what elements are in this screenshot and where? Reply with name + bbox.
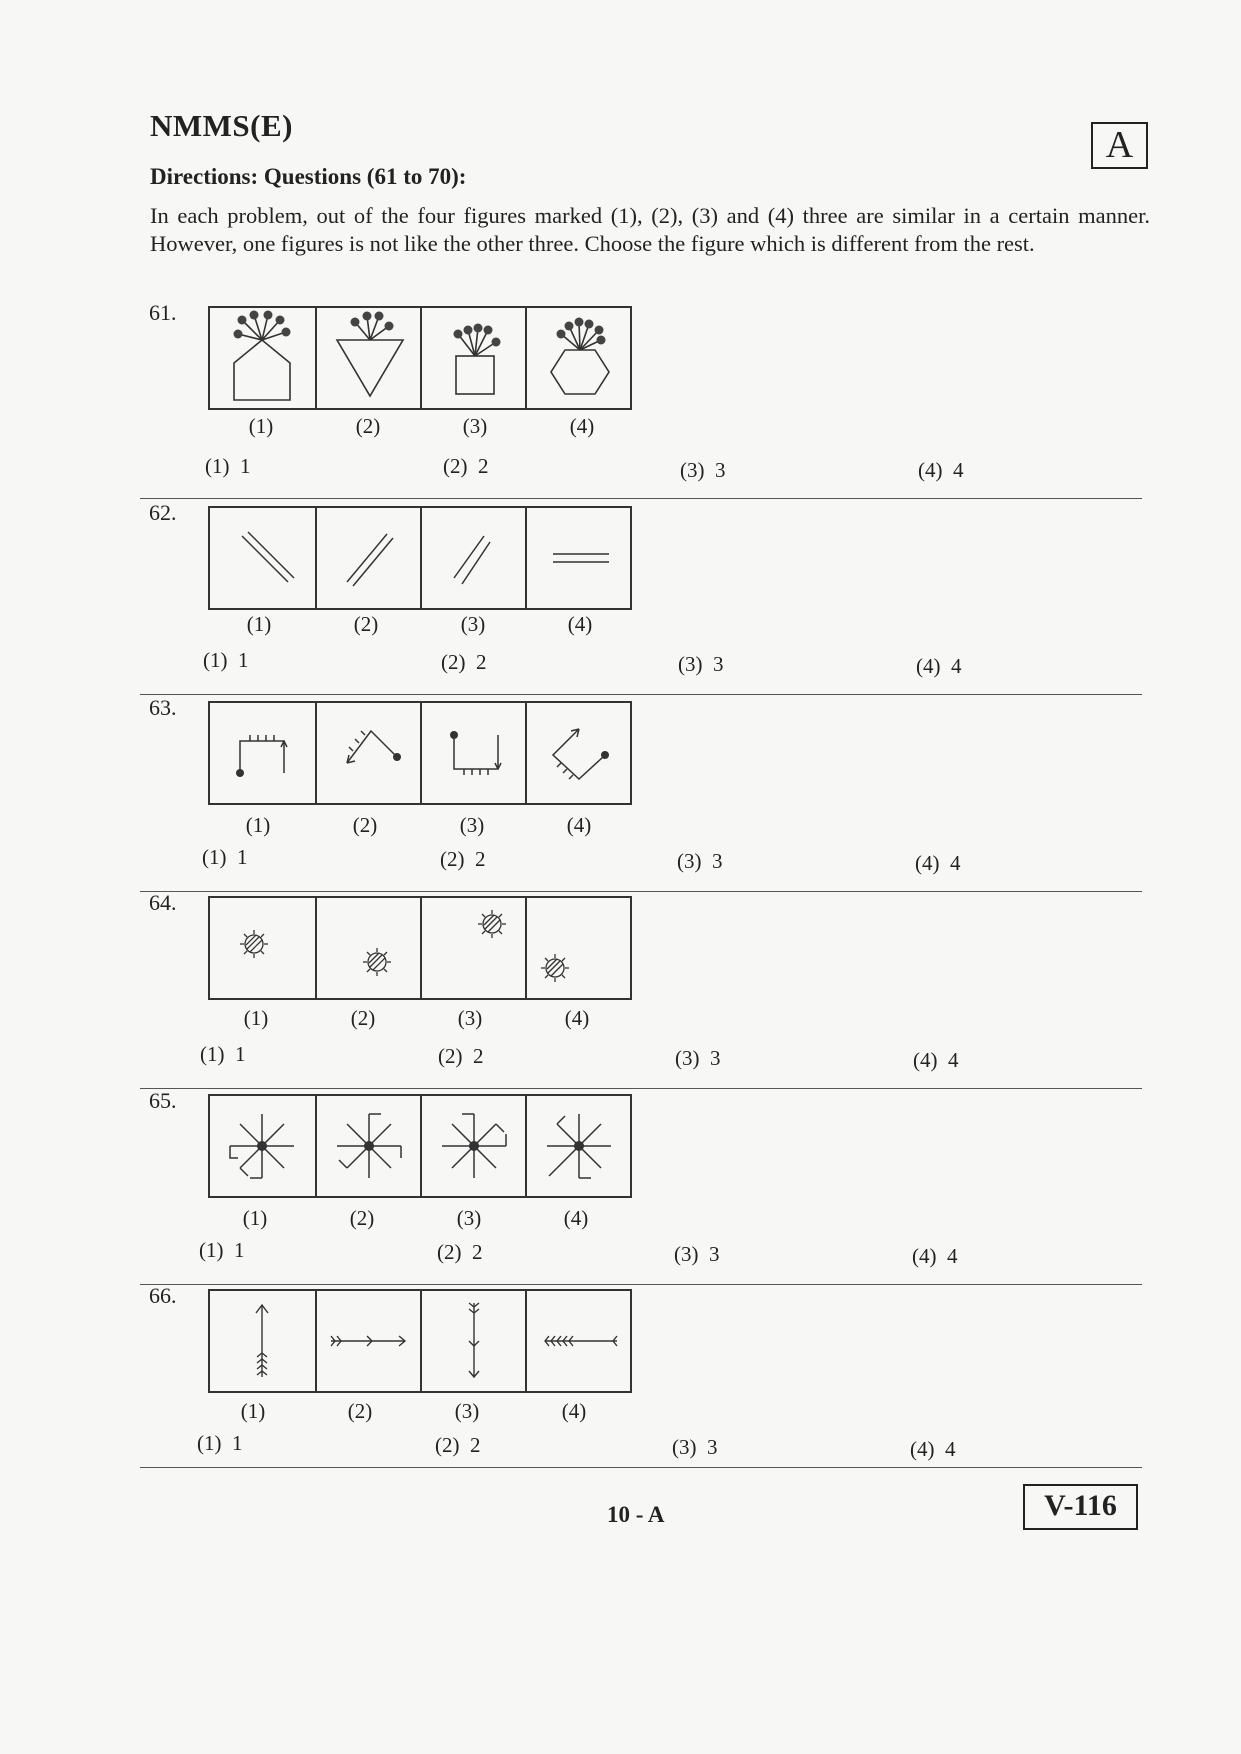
- bracket-arrow-icon: [315, 703, 420, 803]
- figure-row: [208, 1289, 632, 1393]
- option-2[interactable]: (2) 2: [435, 1433, 481, 1457]
- question-number: 66.: [149, 1283, 177, 1308]
- figure-label: (4): [566, 813, 592, 837]
- figure-label: (2): [349, 1206, 375, 1230]
- question-number: 63.: [149, 695, 177, 720]
- bracket-arrow-icon: [525, 703, 630, 803]
- option-2[interactable]: (2) 2: [438, 1044, 484, 1068]
- exam-code: NMMS(E): [150, 108, 293, 143]
- star-hooks-icon: [210, 1096, 315, 1196]
- figure-row: [208, 701, 632, 805]
- option-4[interactable]: (4) 4: [915, 851, 961, 875]
- hatched-sun-icon: [525, 898, 630, 998]
- star-hooks-icon: [525, 1096, 630, 1196]
- figure-label: (3): [457, 1006, 483, 1030]
- option-4[interactable]: (4) 4: [910, 1437, 956, 1461]
- question-63: [140, 695, 1140, 895]
- figure-label: (3): [459, 813, 485, 837]
- figure-row: [208, 896, 632, 1000]
- feathered-arrow-icon: [315, 1291, 420, 1391]
- option-3[interactable]: (3) 3: [677, 849, 723, 873]
- option-2[interactable]: (2) 2: [441, 650, 487, 674]
- question-61: [140, 300, 1140, 500]
- option-4[interactable]: (4) 4: [918, 458, 964, 482]
- option-1[interactable]: (1) 1: [203, 648, 249, 672]
- option-3[interactable]: (3) 3: [674, 1242, 720, 1266]
- option-1[interactable]: (1) 1: [197, 1431, 243, 1455]
- option-2[interactable]: (2) 2: [440, 847, 486, 871]
- question-divider: [140, 498, 1142, 499]
- figure-label: (2): [355, 414, 381, 438]
- figure-label: (3): [460, 612, 486, 636]
- series-code-box: V-116: [1023, 1484, 1138, 1530]
- page-number: 10 - A: [607, 1502, 665, 1527]
- bracket-arrow-icon: [210, 703, 315, 803]
- option-1[interactable]: (1) 1: [200, 1042, 246, 1066]
- figure-label: (4): [569, 414, 595, 438]
- directions-title: Directions: Questions (61 to 70):: [150, 164, 467, 189]
- option-1[interactable]: (1) 1: [205, 454, 251, 478]
- figure-label: (4): [561, 1399, 587, 1423]
- question-divider: [140, 1467, 1142, 1468]
- figure-label: (2): [353, 612, 379, 636]
- parallel-lines-icon: [210, 508, 315, 608]
- option-4[interactable]: (4) 4: [912, 1244, 958, 1268]
- question-number: 64.: [149, 890, 177, 915]
- hatched-sun-icon: [420, 898, 525, 998]
- figure-label: (1): [240, 1399, 266, 1423]
- question-62: [140, 500, 1140, 700]
- option-4[interactable]: (4) 4: [916, 654, 962, 678]
- star-hooks-icon: [420, 1096, 525, 1196]
- option-1[interactable]: (1) 1: [199, 1238, 245, 1262]
- figure-label: (4): [564, 1006, 590, 1030]
- figure-label: (1): [242, 1206, 268, 1230]
- option-3[interactable]: (3) 3: [675, 1046, 721, 1070]
- directions-text: In each problem, out of the four figures marked (1), (2), (3) and (4) three are similar in a certain manner. However, one figures is not like the other three. Choose the figure which is different from the rest.: [150, 203, 1150, 256]
- figure-row: [208, 306, 632, 410]
- flowers-square-icon: [420, 308, 525, 408]
- figure-label: (1): [245, 813, 271, 837]
- option-3[interactable]: (3) 3: [680, 458, 726, 482]
- figure-label: (2): [350, 1006, 376, 1030]
- option-1[interactable]: (1) 1: [202, 845, 248, 869]
- hatched-sun-icon: [315, 898, 420, 998]
- parallel-lines-icon: [525, 508, 630, 608]
- question-number: 62.: [149, 500, 177, 525]
- question-66: [140, 1283, 1140, 1483]
- hatched-sun-icon: [210, 898, 315, 998]
- question-65: [140, 1088, 1140, 1288]
- figure-label: (2): [352, 813, 378, 837]
- star-hooks-icon: [315, 1096, 420, 1196]
- bracket-arrow-icon: [420, 703, 525, 803]
- figure-label: (2): [347, 1399, 373, 1423]
- option-2[interactable]: (2) 2: [443, 454, 489, 478]
- flowers-pentagon-icon: [210, 308, 315, 408]
- figure-label: (4): [563, 1206, 589, 1230]
- feathered-arrow-icon: [210, 1291, 315, 1391]
- figure-label: (3): [462, 414, 488, 438]
- feathered-arrow-icon: [525, 1291, 630, 1391]
- question-64: [140, 890, 1140, 1090]
- option-3[interactable]: (3) 3: [672, 1435, 718, 1459]
- option-3[interactable]: (3) 3: [678, 652, 724, 676]
- figure-label: (1): [248, 414, 274, 438]
- parallel-lines-icon: [420, 508, 525, 608]
- parallel-lines-icon: [315, 508, 420, 608]
- question-number: 65.: [149, 1088, 177, 1113]
- option-4[interactable]: (4) 4: [913, 1048, 959, 1072]
- set-code-box: A: [1091, 122, 1148, 169]
- figure-row: [208, 506, 632, 610]
- figure-label: (3): [454, 1399, 480, 1423]
- option-2[interactable]: (2) 2: [437, 1240, 483, 1264]
- feathered-arrow-icon: [420, 1291, 525, 1391]
- figure-row: [208, 1094, 632, 1198]
- flowers-hexagon-icon: [525, 308, 630, 408]
- flowers-triangle-icon: [315, 308, 420, 408]
- question-number: 61.: [149, 300, 177, 325]
- figure-label: (3): [456, 1206, 482, 1230]
- figure-label: (1): [246, 612, 272, 636]
- figure-label: (4): [567, 612, 593, 636]
- figure-label: (1): [243, 1006, 269, 1030]
